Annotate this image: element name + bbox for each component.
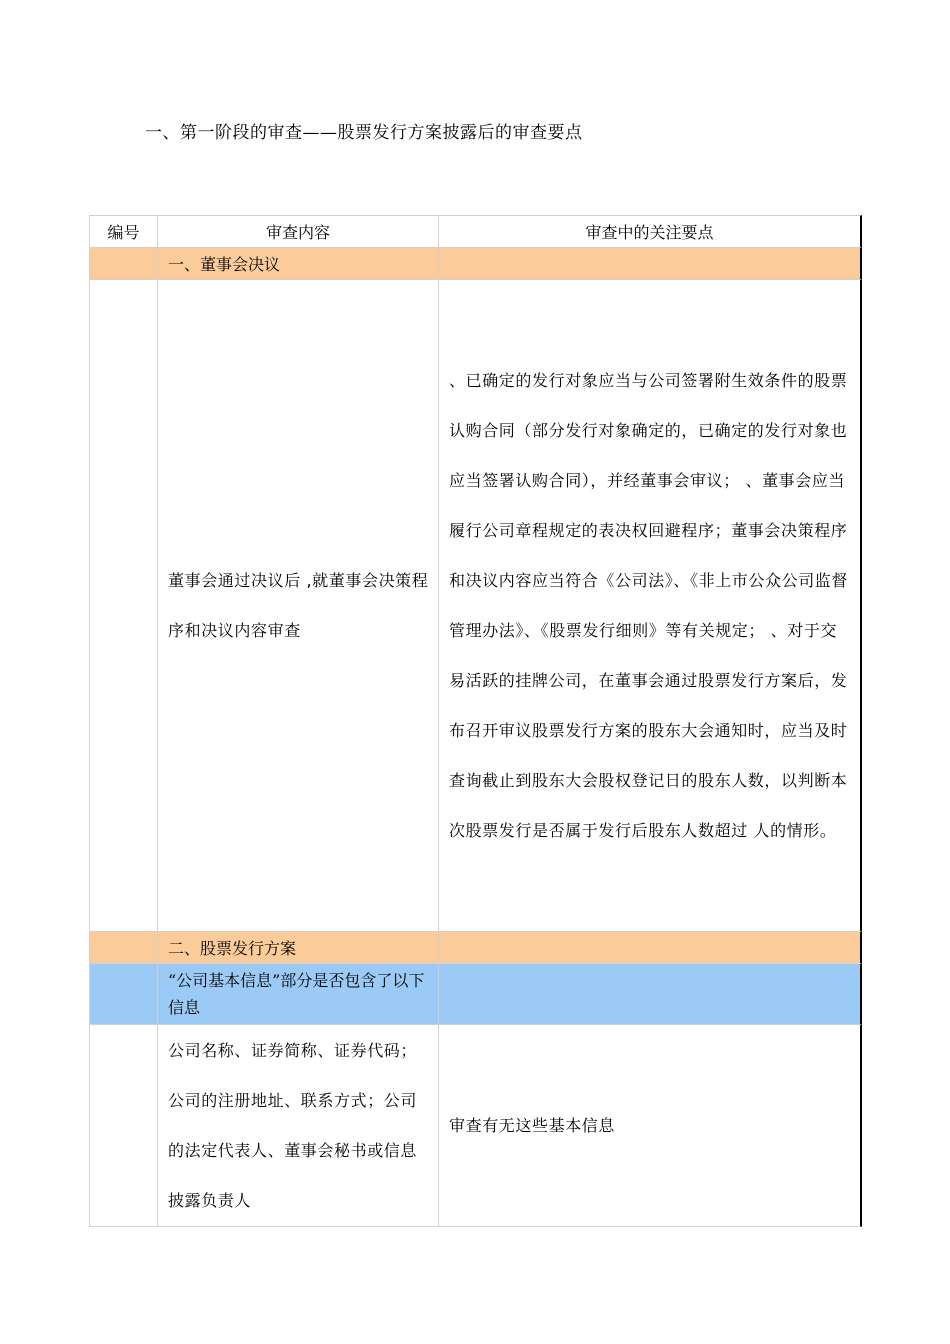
section-label-cell: [158, 248, 439, 280]
section-row: [89, 932, 862, 964]
section-empty-cell: [439, 932, 862, 964]
table-header-row: [89, 215, 862, 248]
subsection-number-cell: [89, 964, 158, 1025]
row-points-cell: [439, 1025, 862, 1227]
table-row: [89, 1025, 862, 1227]
header-number: 编号: [89, 215, 158, 248]
section-empty-cell: [439, 248, 862, 280]
review-table: [89, 215, 862, 1227]
section-label: 一、董事会决议: [168, 255, 281, 274]
row-content-cell: [158, 280, 439, 932]
row-number-cell: [89, 1025, 158, 1227]
row-points: 审查有无这些基本信息: [449, 1115, 616, 1135]
header-points: 审查中的关注要点: [439, 215, 862, 248]
subsection-label: “公司基本信息”部分是否包含了以下信息: [168, 971, 425, 1017]
row-number-cell: [89, 280, 158, 932]
section-label: 二、股票发行方案: [168, 939, 297, 958]
section-label-cell: [158, 932, 439, 964]
row-points: 、已确定的发行对象应当与公司签署附生效条件的股票认购合同（部分发行对象确定的，已确定的发行对象也应当签署认购合同），并经董事会审议； 、董事会应当履行公司章程规定的表决权回避程序；董事会决策程序和决议内容应当符合《公司法》、《非上市公众公司监督管理办法》、《股票发行细则》等有关规定； 、对于交易活跃的挂牌公司，在董事会通过股票发行方案后，发布召开审议股票发行方案的股东大会通知时，应当及时查询截止到股东大会股权登记日的股东人数，以判断本次股票发行是否属于发行后股东人数超过 人的情形。: [449, 370, 849, 840]
header-content: 审查内容: [158, 215, 439, 248]
row-content-cell: [158, 1025, 439, 1227]
section-row: [89, 248, 862, 280]
subsection-empty-cell: [439, 964, 862, 1025]
row-points-cell: [439, 280, 862, 932]
table-row: [89, 280, 862, 932]
subsection-row: [89, 964, 862, 1025]
row-content: 董事会通过决议后 ,就董事会决策程序和决议内容审查: [168, 570, 429, 640]
row-content: 公司名称、证券简称、证券代码；公司的注册地址、联系方式；公司的法定代表人、董事会秘书或信息披露负责人: [168, 1040, 418, 1210]
section-number-cell: [89, 248, 158, 280]
section-number-cell: [89, 932, 158, 964]
subsection-label-cell: [158, 964, 439, 1025]
page-title: 一、第一阶段的审查——股票发行方案披露后的审查要点: [145, 123, 583, 143]
